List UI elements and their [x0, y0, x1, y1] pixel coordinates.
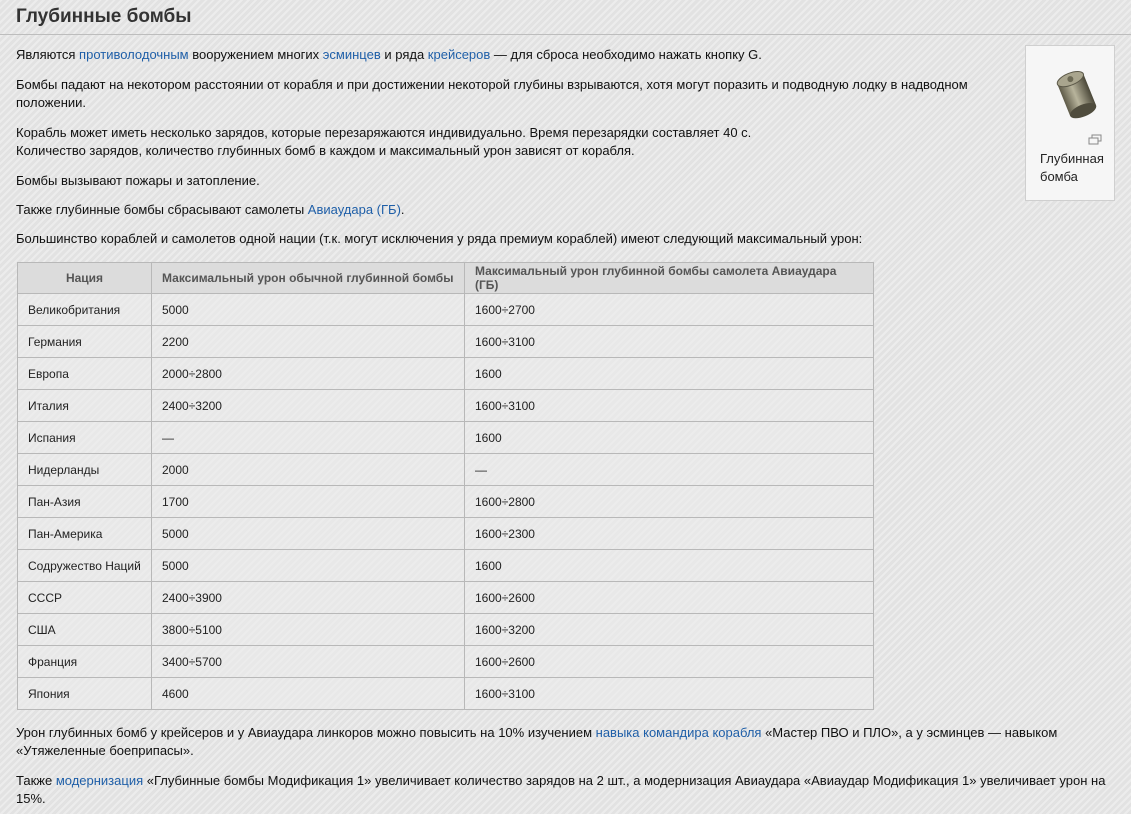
- text: Также: [16, 773, 56, 788]
- aircraft-damage-cell: 1600÷2600: [465, 582, 874, 614]
- link-cruisers[interactable]: крейсеров: [427, 47, 491, 62]
- nation-cell: США: [18, 614, 152, 646]
- table-row: [18, 326, 874, 358]
- depth-charge-image[interactable]: [1048, 60, 1104, 126]
- nation-cell: Испания: [18, 422, 152, 454]
- ship-damage-cell: 4600: [152, 678, 465, 710]
- table-row: [18, 678, 874, 710]
- ship-damage-cell: 3400÷5700: [152, 646, 465, 678]
- nation-cell: Япония: [18, 678, 152, 710]
- intro-paragraph-6: Большинство кораблей и самолетов одной нации (т.к. могут исключения у ряда премиум кораблей) имеют следующий максимальный урон:: [16, 231, 863, 246]
- text: «Глубинные бомбы Модификация 1» увеличивает количество зарядов на 2 шт., а модернизация Авиаудара «Авиаудар Модификация 1» увеличивает урон на 15%.: [16, 773, 1106, 806]
- nation-cell: Великобритания: [18, 294, 152, 326]
- link-airstrike[interactable]: Авиаудара (ГБ): [307, 202, 401, 217]
- ship-damage-cell: —: [152, 422, 465, 454]
- aircraft-damage-cell: 1600÷2300: [465, 518, 874, 550]
- intro-paragraph-5: [16, 201, 1006, 219]
- text: вооружением многих: [188, 47, 323, 62]
- nation-cell: Нидерланды: [18, 454, 152, 486]
- aircraft-damage-cell: 1600÷3200: [465, 614, 874, 646]
- section-title: Глубинные бомбы: [16, 6, 192, 27]
- ship-damage-cell: 3800÷5100: [152, 614, 465, 646]
- nation-cell: Европа: [18, 358, 152, 390]
- text: и ряда: [380, 47, 428, 62]
- ship-damage-cell: 1700: [152, 486, 465, 518]
- ship-damage-cell: 2000: [152, 454, 465, 486]
- table-row: [18, 518, 874, 550]
- ship-damage-cell: 5000: [152, 550, 465, 582]
- text: Урон глубинных бомб у крейсеров и у Авиаудара линкоров можно повысить на 10% изучением: [16, 725, 596, 740]
- text: .: [400, 202, 405, 217]
- image-thumbnail[interactable]: [1025, 45, 1115, 201]
- aircraft-damage-cell: 1600÷2700: [465, 294, 874, 326]
- ship-damage-cell: 5000: [152, 294, 465, 326]
- link-antisubmarine[interactable]: противолодочным: [79, 47, 189, 62]
- outro-paragraph-2: [16, 772, 1111, 808]
- intro-paragraph-3: [16, 124, 1006, 160]
- nation-cell: СССР: [18, 582, 152, 614]
- nation-cell: Германия: [18, 326, 152, 358]
- outro-paragraph-1: [16, 724, 1066, 760]
- image-caption: Глубинная бомба: [1040, 151, 1104, 184]
- aircraft-damage-cell: 1600÷2600: [465, 646, 874, 678]
- text: Корабль может иметь несколько зарядов, которые перезаряжаются индивидуально. Время перезарядки составляет 40 с.: [16, 125, 752, 140]
- link-destroyers[interactable]: эсминцев: [322, 47, 381, 62]
- table-row: [18, 422, 874, 454]
- magnify-icon[interactable]: [1088, 134, 1102, 145]
- intro-paragraph-4: Бомбы вызывают пожары и затопление.: [16, 173, 260, 188]
- table-row: [18, 486, 874, 518]
- table-row: [18, 614, 874, 646]
- intro-paragraph-2: Бомбы падают на некотором расстоянии от корабля и при достижении некоторой глубины взрываются, хотя могут поразить и подводную лодку в надводном положении.: [16, 77, 968, 110]
- header-aircraft-damage: Максимальный урон глубинной бомбы самолета Авиаудара (ГБ): [465, 263, 874, 294]
- aircraft-damage-cell: 1600÷2800: [465, 486, 874, 518]
- aircraft-damage-cell: 1600: [465, 422, 874, 454]
- text: «Мастер ПВО и ПЛО», а у эсминцев — навыком «Утяжеленные боеприпасы».: [16, 725, 1058, 758]
- table-row: [18, 646, 874, 678]
- section-divider: [0, 34, 1131, 35]
- intro-paragraph-1: [16, 46, 1006, 64]
- text: Также глубинные бомбы сбрасывают самолеты: [16, 202, 308, 217]
- ship-damage-cell: 2200: [152, 326, 465, 358]
- aircraft-damage-cell: 1600÷3100: [465, 678, 874, 710]
- aircraft-damage-cell: 1600÷3100: [465, 326, 874, 358]
- table-row: [18, 294, 874, 326]
- ship-damage-cell: 5000: [152, 518, 465, 550]
- text: — для сброса необходимо нажать кнопку G.: [490, 47, 762, 62]
- aircraft-damage-cell: 1600÷3100: [465, 390, 874, 422]
- nation-cell: Италия: [18, 390, 152, 422]
- link-commander-skill[interactable]: навыка командира корабля: [595, 725, 762, 740]
- nation-cell: Пан-Азия: [18, 486, 152, 518]
- table-row: [18, 550, 874, 582]
- table-row: [18, 358, 874, 390]
- nation-cell: Франция: [18, 646, 152, 678]
- nation-cell: Содружество Наций: [18, 550, 152, 582]
- table-header-row: [18, 263, 874, 294]
- table-row: [18, 390, 874, 422]
- header-ship-damage: Максимальный урон обычной глубинной бомбы: [152, 263, 465, 294]
- link-modernization[interactable]: модернизация: [55, 773, 144, 788]
- ship-damage-cell: 2400÷3900: [152, 582, 465, 614]
- table-row: [18, 454, 874, 486]
- damage-table: [17, 262, 874, 710]
- text: Являются: [16, 47, 80, 62]
- aircraft-damage-cell: 1600: [465, 358, 874, 390]
- nation-cell: Пан-Америка: [18, 518, 152, 550]
- header-nation: Нация: [18, 263, 152, 294]
- table-row: [18, 582, 874, 614]
- ship-damage-cell: 2400÷3200: [152, 390, 465, 422]
- aircraft-damage-cell: —: [465, 454, 874, 486]
- ship-damage-cell: 2000÷2800: [152, 358, 465, 390]
- text: Количество зарядов, количество глубинных бомб в каждом и максимальный урон зависят от корабля.: [16, 143, 635, 158]
- aircraft-damage-cell: 1600: [465, 550, 874, 582]
